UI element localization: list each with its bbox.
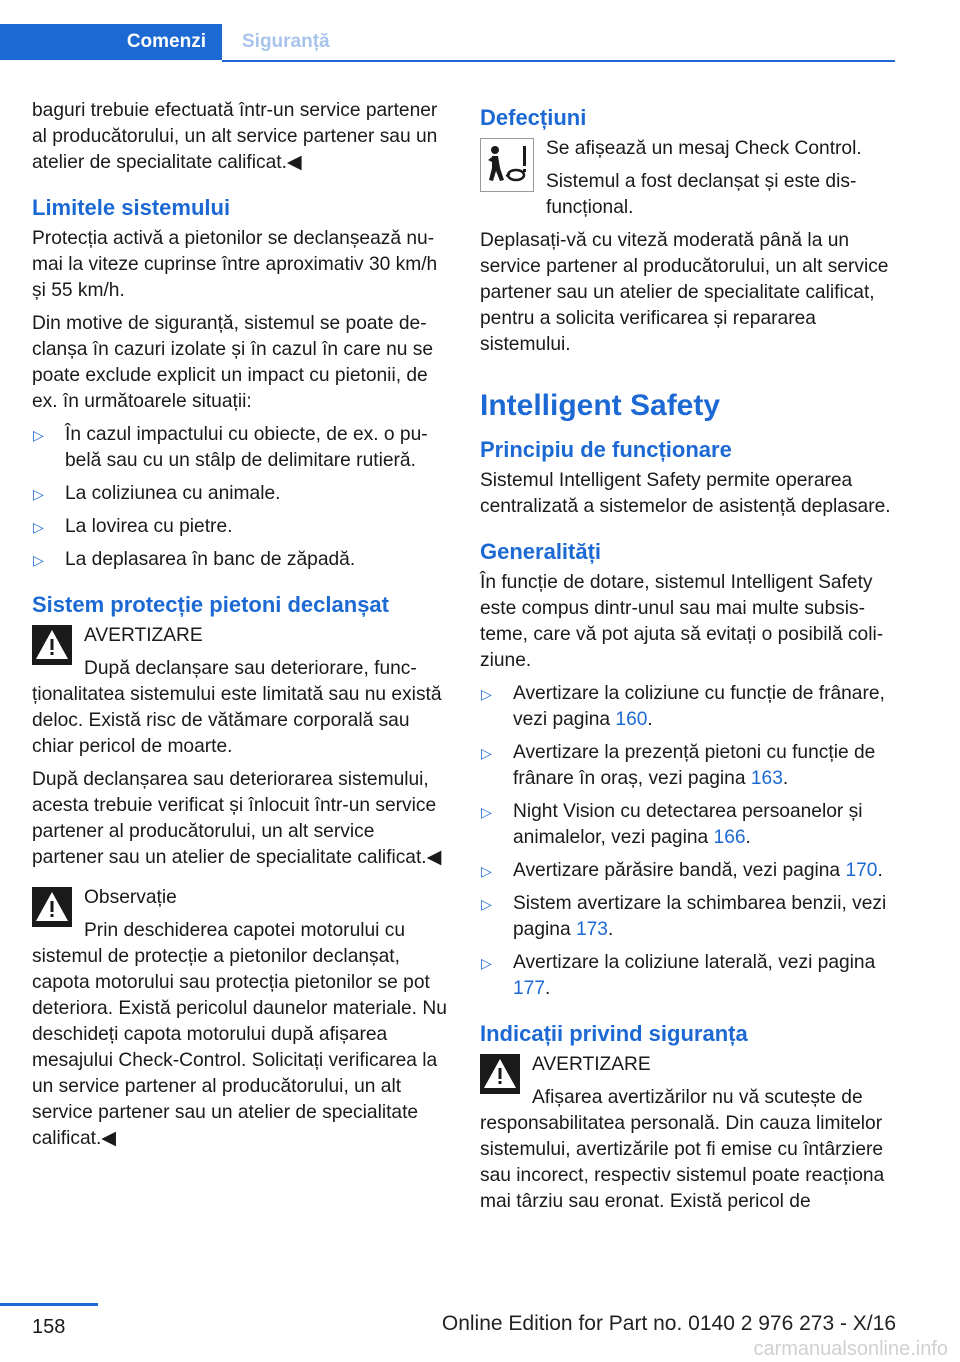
list-item-text: Avertizare la prezență pietoni cu funcție de frânare în oraș, vezi pagina [513, 742, 876, 789]
list-item-tail: . [877, 860, 883, 881]
list-item: ▷ La coliziunea cu animale. [32, 481, 450, 507]
warning-title: AVERTIZARE [532, 1054, 651, 1075]
warning-block [32, 623, 450, 871]
heading-faults: Defecțiuni [480, 105, 587, 130]
page-link[interactable]: 160 [615, 709, 648, 730]
note-triangle-icon [32, 887, 72, 927]
list-item: ▷ La deplasarea în banc de zăpadă. [32, 547, 450, 573]
warning-text: Afișarea avertizărilor nu vă scutește de responsabilitatea personală. Din cauza limitelor sistemului, avertizările pot fi emise cu întârziere sau incorect, respectiv sistemul poate reacționa mai târziu sau eronat. Există pericol de [480, 1087, 885, 1212]
list-item-tail: . [782, 768, 789, 789]
header-rule [222, 60, 895, 62]
warning-triangle-icon [480, 1054, 520, 1094]
note-block [32, 885, 450, 1152]
list-item [480, 950, 898, 1002]
chapter-tabs [0, 24, 960, 62]
paragraph: Protecția activă a pietonilor se declanșează numai la viteze cuprinse între aproximativ 30 km/h și 55 km/h. [32, 228, 438, 301]
list-item [480, 799, 898, 851]
heading-system-triggered: Sistem protecție pietoni declanșat [32, 592, 389, 617]
note-title: Observație [84, 887, 177, 908]
fault-line: Se afișează un mesaj Check Control. [546, 138, 862, 159]
heading-general: Generalități [480, 539, 602, 564]
paragraph: Sistemul Intelligent Safety permite operarea centralizată a sistemelor de asistență deplasare. [480, 470, 891, 517]
page-link[interactable]: 166 [713, 827, 746, 848]
pedestrian-protection-icon [480, 138, 534, 192]
list-item-tail: . [745, 827, 751, 848]
list-item-tail: . [607, 919, 614, 940]
page-number: 158 [32, 1316, 66, 1338]
tab-comenzi[interactable]: Comenzi [0, 24, 222, 60]
list-item-tail: . [647, 709, 653, 730]
list-item-text: Avertizare la coliziune laterală, vezi pagina [513, 952, 876, 973]
watermark: carmanualsonline.info [753, 1338, 948, 1360]
list-item: ▷ La lovirea cu pietre. [32, 514, 450, 540]
list-item [480, 740, 898, 792]
paragraph: baguri trebuie efectuată într-un service partener al producătorului, un alt service partener sau un atelier de specialitate calificat.◀ [32, 100, 438, 173]
page-link[interactable]: 170 [845, 860, 878, 881]
list-item [480, 681, 898, 733]
page-link[interactable]: 177 [513, 978, 546, 999]
list-item-text: Avertizare părăsire bandă, vezi pagina [513, 860, 846, 881]
list-item-text: Sistem avertizare la schimbarea benzii, vezi pagina [513, 893, 887, 940]
list-item [480, 891, 898, 943]
warning-text: După declanșarea sau deteriorarea sistemului, acesta trebuie verificat și înlocuit într-un service partener al producătorului, un alt service partener sau un atelier de specialitate calificat.◀ [32, 769, 442, 868]
heading-principle: Principiu de funcționare [480, 437, 732, 462]
warning-triangle-icon [32, 625, 72, 665]
warning-title: AVERTIZARE [84, 625, 203, 646]
heading-intelligent-safety: Intelligent Safety [480, 389, 721, 422]
page-link[interactable]: 173 [575, 919, 608, 940]
page-link[interactable]: 163 [750, 768, 783, 789]
list-item-text: Night Vision cu detectarea persoanelor și animalelor, vezi pagina [513, 801, 863, 848]
list-item: ▷ În cazul impactului cu obiecte, de ex. o pubelă sau cu un stâlp de delimitare rutieră. [32, 422, 450, 474]
subsystems-list [480, 681, 898, 1002]
note-text: Prin deschiderea capotei motorului cu sistemul de protecție a pietonilor declanșat, capota motorului sau protecția pietonilor se pot deteriora. Există pericolul daunelor materiale. Nu deschideți capota motorului după afișarea mesajului Check-Control. Solicitați verificarea la un service partener al producătorului, un alt service partener sau un atelier de specialitate calificat.◀ [32, 920, 447, 1149]
paragraph: Din motive de siguranță, sistemul se poate declanșa în cazuri izolate și în cazul în care nu se poate exclude explicit un impact cu pietonii, de ex. în următoarele situații: [32, 313, 434, 412]
paragraph: Deplasați-vă cu viteză moderată până la un service partener al producătorului, un alt service partener sau un atelier de specialitate calificat, pentru a solicita verificarea și repararea sistemului. [480, 230, 889, 355]
warning-block [480, 1052, 898, 1215]
list-item [480, 858, 898, 884]
heading-safety-notes: Indicații privind siguranța [480, 1021, 748, 1046]
fault-block [480, 136, 898, 221]
warning-text: După declanșare sau deteriorare, funcționalitatea sistemului este limitată sau nu există deloc. Există risc de vătămare corporală sau chiar pericol de moarte. [32, 658, 442, 757]
paragraph: În funcție de dotare, sistemul Intelligent Safety este compus dintr-unul sau mai multe subsisteme, care vă pot ajuta să evitați o posibilă coliziune. [480, 572, 884, 671]
edition-note: Online Edition for Part no. 0140 2 976 273 - X/16 [441, 1312, 896, 1335]
limits-list [32, 422, 450, 573]
left-column [32, 98, 450, 1159]
heading-system-limits: Limitele sistemului [32, 195, 231, 220]
tab-siguranta[interactable]: Siguranță [242, 31, 330, 52]
fault-line: Sistemul a fost declanșat și este disfuncțional. [546, 171, 857, 218]
list-item-text: Avertizare la coliziune cu funcție de frânare, vezi pagina [513, 683, 885, 730]
list-item-tail: . [545, 978, 551, 999]
right-column [480, 98, 898, 1222]
footer-rule [0, 1303, 98, 1306]
